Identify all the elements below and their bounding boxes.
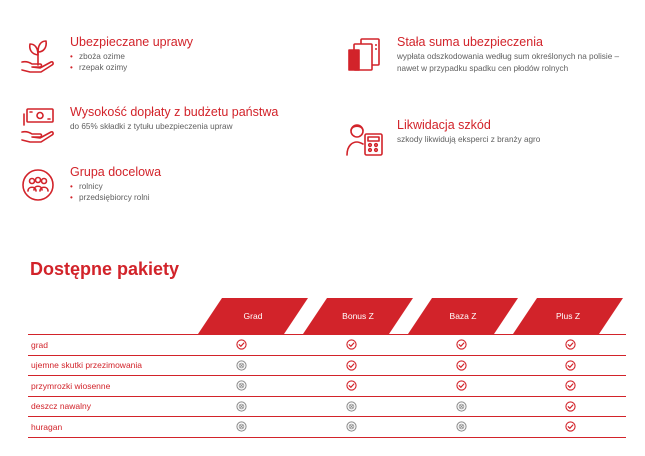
coverage-cell-grad (186, 335, 296, 356)
coverage-cell-plus-z (516, 355, 626, 376)
coverage-cell-grad (186, 417, 296, 438)
check-circle-icon (565, 360, 576, 371)
risk-label: deszcz nawalny (28, 396, 186, 417)
risk-label: przymrozki wiosenne (28, 376, 186, 397)
calculator-person-icon (345, 118, 385, 158)
coverage-cell-grad (186, 376, 296, 397)
coverage-cell-bonus-z (296, 417, 406, 438)
feature-bullet: • przedsiębiorcy rolni (70, 192, 330, 203)
feature-title: Grupa docelowa (70, 165, 162, 179)
coverage-cell-baza-z (406, 376, 516, 397)
coverage-cell-plus-z (516, 376, 626, 397)
feature-title: Likwidacja szkód (397, 118, 491, 132)
coverage-table (28, 334, 626, 438)
package-header-row (0, 298, 645, 334)
feature-bullet: • zboża ozime (70, 51, 330, 62)
package-label: Bonus Z (342, 311, 374, 321)
check-circle-icon (565, 380, 576, 391)
risk-label: huragan (28, 417, 186, 438)
coverage-cell-bonus-z (296, 376, 406, 397)
table-row (28, 396, 626, 417)
check-circle-icon (456, 360, 467, 371)
check-circle-icon (565, 401, 576, 412)
coverage-cell-baza-z (406, 396, 516, 417)
subsidy-hand-icon (18, 105, 58, 145)
cross-circle-icon (456, 401, 467, 412)
coverage-cell-plus-z (516, 396, 626, 417)
check-circle-icon (456, 380, 467, 391)
package-label: Baza Z (449, 311, 477, 321)
cross-circle-icon (346, 421, 357, 432)
feature-title: Stała suma ubezpieczenia (397, 35, 543, 49)
check-circle-icon (346, 380, 357, 391)
feature-title: Ubezpieczane uprawy (70, 35, 193, 49)
coverage-cell-bonus-z (296, 355, 406, 376)
cross-circle-icon (236, 401, 247, 412)
package-tab-baza-z (408, 298, 518, 334)
table-row (28, 335, 626, 356)
feature-title: Wysokość dopłaty z budżetu państwa (70, 105, 279, 119)
package-tab-bonus-z (303, 298, 413, 334)
check-circle-icon (456, 339, 467, 350)
group-icon (18, 165, 58, 205)
coverage-cell-baza-z (406, 417, 516, 438)
check-circle-icon (346, 360, 357, 371)
coverage-cell-plus-z (516, 335, 626, 356)
section-title: Dostępne pakiety (30, 259, 180, 279)
table-row (28, 376, 626, 397)
cross-circle-icon (236, 380, 247, 391)
coverage-cell-bonus-z (296, 335, 406, 356)
feature-description: szkody likwidują eksperci z branży agro (397, 135, 541, 144)
cross-circle-icon (346, 401, 357, 412)
feature-description: wypłata odszkodowania według sum określonych na polisie – nawet w przypadku spadku cen płodów rolnych (397, 52, 620, 73)
plant-in-hand-icon (18, 35, 58, 75)
check-circle-icon (565, 421, 576, 432)
cross-circle-icon (236, 360, 247, 371)
cross-circle-icon (236, 421, 247, 432)
feature-description: do 65% składki z tytułu ubezpieczenia upraw (70, 122, 233, 131)
table-row (28, 355, 626, 376)
coverage-cell-baza-z (406, 355, 516, 376)
coverage-cell-grad (186, 355, 296, 376)
package-tab-plus-z (513, 298, 623, 334)
table-row (28, 417, 626, 438)
check-circle-icon (236, 339, 247, 350)
cross-circle-icon (456, 421, 467, 432)
coverage-cell-plus-z (516, 417, 626, 438)
check-circle-icon (565, 339, 576, 350)
feature-bullet: • rzepak ozimy (70, 62, 330, 73)
risk-label: grad (28, 335, 186, 356)
coverage-cell-bonus-z (296, 396, 406, 417)
documents-icon (345, 35, 385, 75)
package-tab-grad (198, 298, 308, 334)
coverage-cell-grad (186, 396, 296, 417)
package-label: Grad (243, 311, 263, 321)
package-label: Plus Z (555, 311, 581, 321)
check-circle-icon (346, 339, 357, 350)
risk-label: ujemne skutki przezimowania (28, 355, 186, 376)
coverage-cell-baza-z (406, 335, 516, 356)
feature-bullet: • rolnicy (70, 181, 330, 192)
